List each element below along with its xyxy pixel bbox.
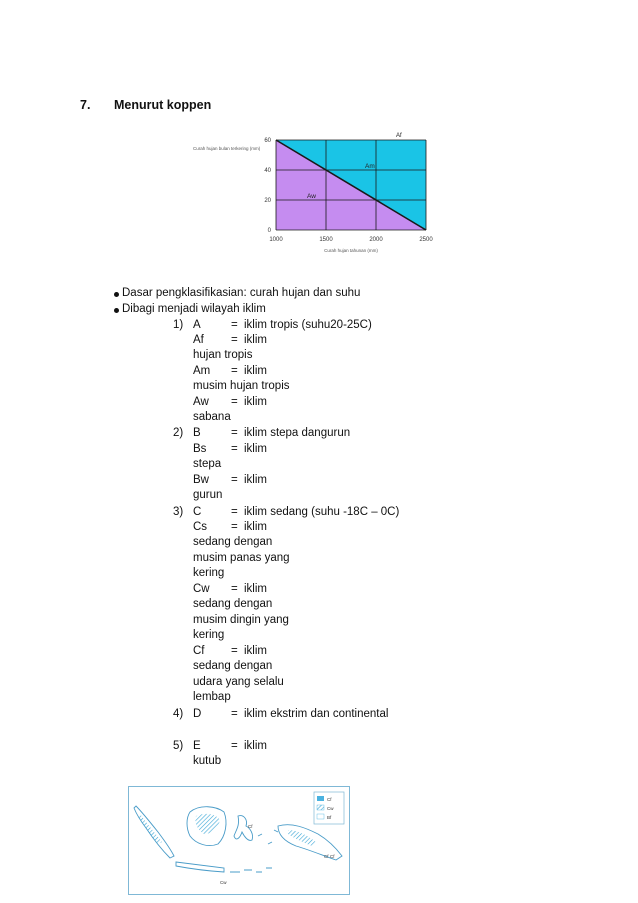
bullet-text: Dasar pengklasifikasian: curah hujan dan suhu <box>122 287 361 299</box>
list-number: 5) <box>173 740 184 752</box>
equals-sign: = <box>231 708 238 720</box>
y-tick-labels <box>264 138 271 234</box>
equals-sign: = <box>231 334 238 346</box>
map-zone-label: Cw <box>220 880 227 885</box>
bullet-dot-icon <box>114 292 119 297</box>
map-zone-label: Cf <box>324 854 329 859</box>
climate-desc: iklim ekstrim dan continental <box>244 708 389 720</box>
map-zone-label: Cf <box>248 824 253 829</box>
climate-desc: iklim stepa dangurun <box>244 427 351 439</box>
climate-desc: sabana <box>193 411 231 423</box>
equals-sign: = <box>231 740 238 752</box>
region-label-af: Af <box>396 133 402 139</box>
list-number: 4) <box>173 708 184 720</box>
climate-desc: kering <box>193 567 225 579</box>
climate-desc: sedang dengan <box>193 598 273 610</box>
x-tick-label: 2000 <box>369 237 383 243</box>
climate-desc: stepa <box>193 458 222 470</box>
climate-code: B <box>193 427 201 439</box>
list-number: 2) <box>173 427 184 439</box>
region-label-am: Am <box>365 163 375 170</box>
equals-sign: = <box>231 427 238 439</box>
climate-code: Cs <box>193 521 208 533</box>
climate-desc: sedang dengan <box>193 660 273 672</box>
koppen-chart <box>193 128 443 270</box>
indonesia-climate-map <box>128 786 350 895</box>
climate-code: D <box>193 708 202 720</box>
region-label-aw: Aw <box>307 193 316 200</box>
y-tick-label: 0 <box>267 228 271 234</box>
question-number: 7. <box>80 98 91 112</box>
climate-desc: iklim <box>244 521 267 533</box>
legend-label: Cf <box>327 797 332 802</box>
y-tick-label: 20 <box>264 198 271 204</box>
climate-code: Bw <box>193 474 209 486</box>
map-legend <box>314 792 344 824</box>
equals-sign: = <box>231 319 238 331</box>
climate-code: Am <box>193 365 211 377</box>
climate-code: A <box>193 319 201 331</box>
x-tick-label: 1500 <box>319 237 333 243</box>
climate-desc: sedang dengan <box>193 536 273 548</box>
climate-desc: iklim sedang (suhu -18C – 0C) <box>244 506 400 518</box>
equals-sign: = <box>231 474 238 486</box>
bullet-dot-icon <box>114 308 119 313</box>
equals-sign: = <box>231 645 238 657</box>
climate-desc: iklim <box>244 396 267 408</box>
climate-code: Af <box>193 334 204 346</box>
climate-desc: musim panas yang <box>193 552 290 564</box>
climate-code: Aw <box>193 396 209 408</box>
climate-code: C <box>193 506 202 518</box>
chart-xlabel: Curah hujan tahunan (mm) <box>324 248 378 253</box>
climate-desc: musim dingin yang <box>193 614 289 626</box>
map-zone-label: Cf <box>330 854 335 859</box>
equals-sign: = <box>231 521 238 533</box>
climate-desc: iklim <box>244 334 267 346</box>
y-tick-label: 60 <box>264 138 271 144</box>
legend-label: Cw <box>327 806 334 811</box>
question-title: Menurut koppen <box>114 98 212 112</box>
list-number: 1) <box>173 319 184 331</box>
climate-desc: kering <box>193 629 225 641</box>
climate-desc: iklim <box>244 740 267 752</box>
climate-desc: iklim <box>244 645 267 657</box>
climate-code: E <box>193 740 201 752</box>
equals-sign: = <box>231 443 238 455</box>
climate-desc: lembap <box>193 691 231 703</box>
equals-sign: = <box>231 396 238 408</box>
y-tick-label: 40 <box>264 168 271 174</box>
equals-sign: = <box>231 365 238 377</box>
climate-desc: iklim <box>244 443 267 455</box>
climate-desc: gurun <box>193 489 223 501</box>
climate-code: Cf <box>193 645 205 657</box>
equals-sign: = <box>231 506 238 518</box>
climate-desc: iklim tropis (suhu20-25C) <box>244 319 372 331</box>
x-tick-label: 1000 <box>269 237 283 243</box>
equals-sign: = <box>231 583 238 595</box>
x-tick-label: 2500 <box>419 237 433 243</box>
climate-code: Bs <box>193 443 207 455</box>
chart-ylabel: Curah hujan bulan terkering (mm) <box>193 146 261 151</box>
x-tick-labels <box>269 237 433 243</box>
climate-desc: kutub <box>193 755 222 767</box>
climate-desc: iklim <box>244 365 267 377</box>
climate-code: Cw <box>193 583 210 595</box>
climate-desc: musim hujan tropis <box>193 380 290 392</box>
list-number: 3) <box>173 506 184 518</box>
bullet-text: Dibagi menjadi wilayah iklim <box>122 303 266 315</box>
climate-desc: iklim <box>244 474 267 486</box>
legend-label: Bf <box>327 815 332 820</box>
climate-desc: udara yang selalu <box>193 676 284 688</box>
climate-desc: iklim <box>244 583 267 595</box>
climate-desc: hujan tropis <box>193 349 253 361</box>
